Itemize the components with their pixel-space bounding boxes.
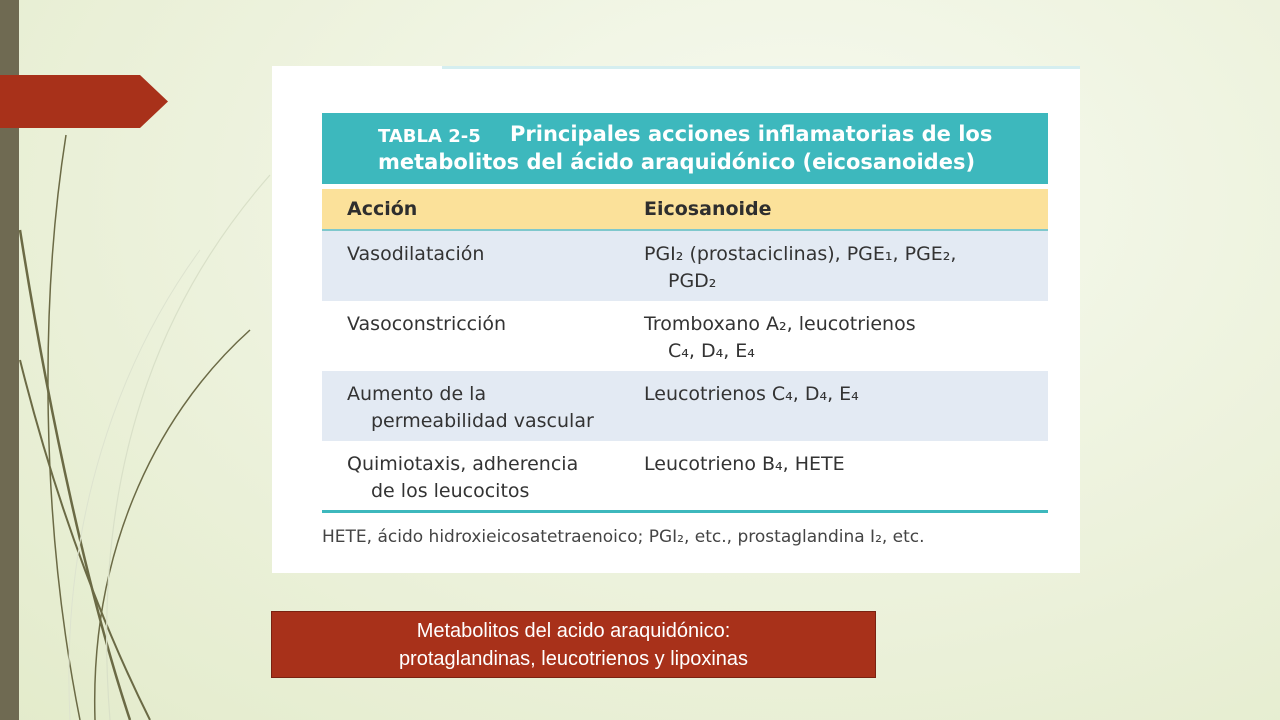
table-title-line1: Principales acciones inflamatorias de los [510,122,993,146]
table-footnote: HETE, ácido hidroxieicosatetraenoico; PGI₂, etc., prostaglandina I₂, etc. [322,527,925,547]
table-header-row [322,189,1048,231]
table-image [272,66,1080,573]
eicosanoide-cell: Leucotrieno B₄, HETE [644,453,845,475]
table-row [322,231,1048,301]
accion-cell: Vasodilatación [347,243,485,265]
caption-box [271,611,876,678]
eicosanoide-cell: Tromboxano A₂, leucotrienos C₄, D₄, E₄ [644,313,916,362]
caption-line2: protaglandinas, leucotrienos y lipoxinas [398,648,749,670]
eicosanoide-cell: PGI₂ (prostaciclinas), PGE₁, PGE₂, PGD₂ [644,243,957,292]
column-header-accion: Acción [347,198,418,220]
eicosanoide-cell: Leucotrienos C₄, D₄, E₄ [644,383,859,405]
arrow-tab-decoration [0,75,168,128]
accion-cell: Aumento de la permeabilidad vascular [347,383,594,432]
card-top-line [442,66,1080,69]
table-bottom-rule [322,510,1048,513]
table-title-line2: metabolitos del ácido araquidónico (eicosanoides) [378,150,976,174]
column-header-eicosanoide: Eicosanoide [644,198,772,220]
table-row [322,371,1048,441]
table-row [322,441,1048,511]
table-title-bar [322,113,1048,184]
accion-cell: Quimiotaxis, adherencia de los leucocitos [347,453,579,502]
caption-line1: Metabolitos del acido araquidónico: [416,620,731,642]
table-label: TABLA 2-5 [378,126,481,147]
accion-cell: Vasoconstricción [347,313,507,335]
table-row [322,301,1048,371]
